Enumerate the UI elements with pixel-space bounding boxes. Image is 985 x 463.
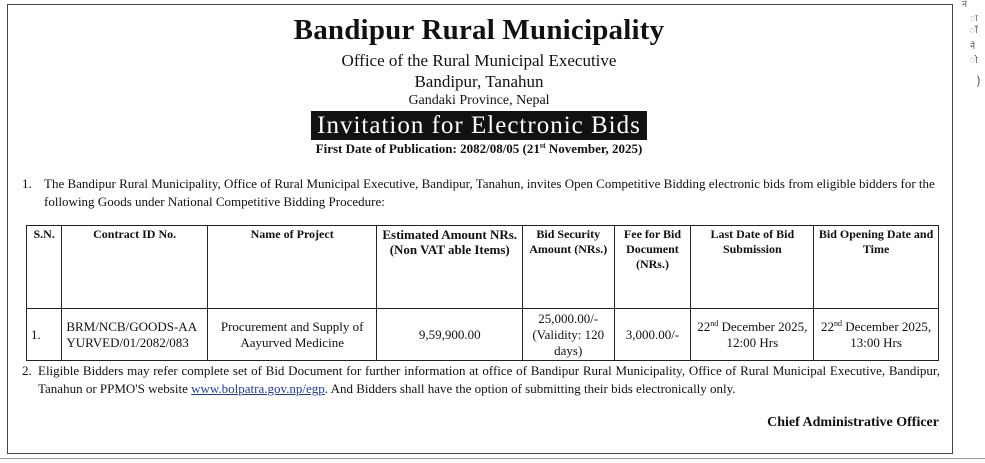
last-date-day: 22 (697, 318, 711, 334)
cell-estimate: 9,59,900.00 (377, 309, 523, 361)
paragraph-number: 1. (22, 176, 32, 191)
cell-opening (814, 309, 939, 361)
paragraph-text-part: . And Bidders shall have the option of submitting their bids electronically only. (324, 381, 736, 396)
col-header-contract-id: Contract ID No. (62, 226, 208, 309)
edge-text: ा (970, 14, 978, 24)
banner-wrap (0, 111, 958, 140)
page-divider (0, 458, 985, 459)
province-name: Gandaki Province, Nepal (408, 93, 550, 108)
pub-date-text: November, 2025) (545, 141, 643, 156)
opening-sup: nd (833, 318, 842, 328)
cell-project: Procurement and Supply of Aayurved Medicine (207, 309, 377, 361)
col-header-opening: Bid Opening Date and Time (814, 226, 939, 309)
cell-contract-id: BRM/NCB/GOODS-AAYURVED/01/2082/083 (62, 309, 208, 361)
office-name: Office of the Rural Municipal Executive (341, 51, 617, 70)
cell-fee: 3,000.00/- (614, 309, 691, 361)
publication-date (0, 141, 958, 157)
edge-text: ो (970, 56, 978, 66)
table-row (27, 309, 939, 361)
cell-last-date (691, 309, 814, 361)
col-header-sn: S.N. (27, 226, 62, 309)
paragraph-text (38, 362, 940, 398)
last-date-rest: December 2025, 12:00 Hrs (718, 318, 808, 350)
cell-sn: 1. (27, 309, 62, 361)
col-header-project: Name of Project (207, 226, 377, 309)
edge-text: नं (962, 0, 967, 10)
paragraph-1 (22, 175, 942, 211)
col-header-bid-security: Bid Security Amount (NRs.) (523, 226, 615, 309)
pub-date-text: First Date of Publication: 2082/08/05 (21 (315, 141, 540, 156)
last-date-sup: nd (710, 318, 719, 328)
cell-bid-security: 25,000.00/- (Validity: 120 days) (523, 309, 615, 361)
pub-date-sup: st (539, 141, 546, 150)
paragraph-text-part: Eligible Bidders may refer complete set of Bid Document for further information at office of Bandipur Rural Municipality, Office of Rural Municipal Executive, Bandipur, Tanahun or PPMO'S website (38, 363, 940, 396)
notice-banner: Invitation for Electronic Bids (311, 111, 647, 140)
opening-day: 22 (820, 318, 834, 334)
edge-text: ) (976, 74, 981, 88)
edge-text: ाँ (970, 26, 978, 36)
page-title: Bandipur Rural Municipality (293, 14, 665, 46)
office-location: Bandipur, Tanahun (414, 72, 544, 91)
paragraph-2 (22, 362, 940, 398)
table-header-row (27, 226, 939, 309)
opening-rest: December 2025, 13:00 Hrs (841, 318, 932, 350)
bolpatra-link[interactable]: www.bolpatra.gov.np/egp (191, 381, 325, 396)
col-header-estimate: Estimated Amount NRs. (Non VAT able Items) (377, 226, 523, 309)
edge-text: ने (970, 42, 975, 52)
paragraph-text: The Bandipur Rural Municipality, Office of Rural Municipal Executive, Bandipur, Tanahun, invites Open Competitive Bidding electronic bids from eligible bidders for the following Goods under National Competitive Bidding Procedure: (44, 176, 935, 209)
paragraph-number: 2. (22, 363, 32, 378)
bid-table (26, 225, 939, 361)
signature-title: Chief Administrative Officer (767, 415, 939, 430)
col-header-last-date: Last Date of Bid Submission (691, 226, 814, 309)
col-header-fee: Fee for Bid Document (NRs.) (614, 226, 691, 309)
